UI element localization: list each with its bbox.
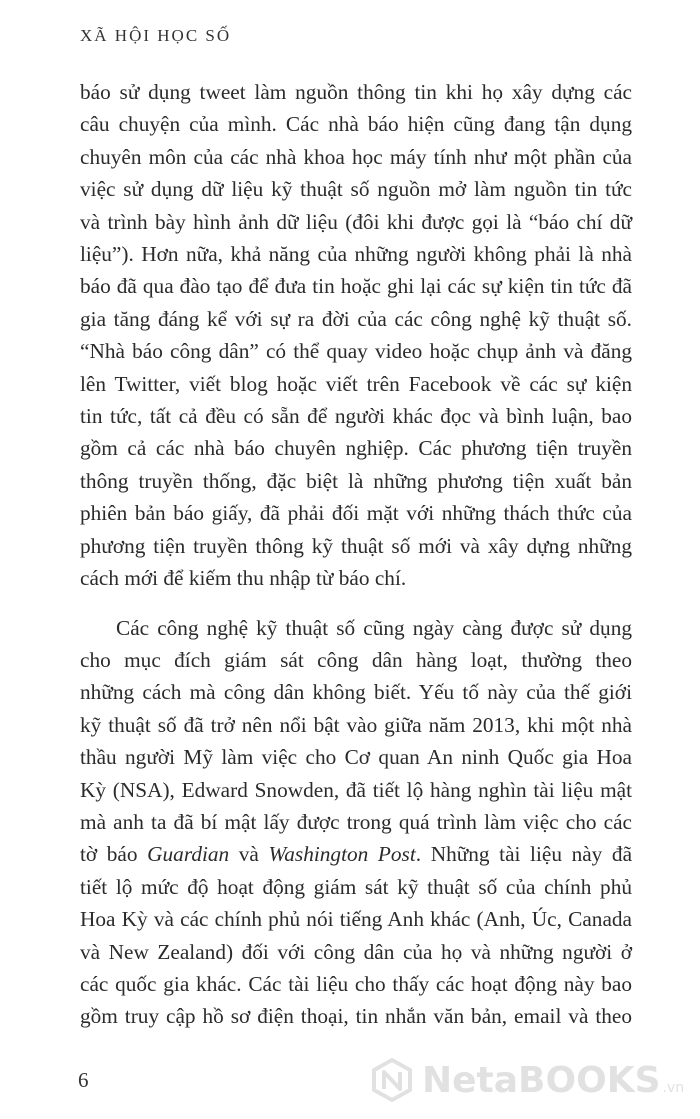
text-line: cho mục đích giám sát công dân hàng loạt, thường theo: [80, 647, 632, 672]
text-line: thầu người Mỹ làm việc cho Cơ quan An ninh Quốc gia Hoa: [80, 745, 632, 770]
text-line: Hoa Kỳ và các chính phủ nói tiếng Anh khác (Anh, Úc, Canada: [80, 907, 632, 932]
text-line: gồm truy cập hồ sơ điện thoại, tin nhắn văn bản, email và theo: [80, 1004, 632, 1029]
text-line: liệu”). Hơn nữa, khả năng của những người không phải là nhà: [80, 242, 632, 267]
text-line: gia tăng đáng kể với sự ra đời của các công nghệ kỹ thuật số.: [80, 306, 632, 331]
text-line: Kỳ (NSA), Edward Snowden, đã tiết lộ hàng nghìn tài liệu mật: [80, 777, 632, 802]
text-line: mà anh ta đã bí mật lấy được trong quá trình làm việc cho các: [80, 809, 632, 834]
text-line: việc sử dụng dữ liệu kỹ thuật số nguồn mở làm nguồn tin tức: [80, 177, 632, 202]
text-fragment: và: [229, 842, 269, 867]
text-line: và trình bày hình ảnh dữ liệu (đôi khi được gọi là “báo chí dữ: [80, 209, 632, 234]
text-line: câu chuyện của mình. Các nhà báo hiện cũng đang tận dụng: [80, 112, 632, 137]
text-line: lên Twitter, viết blog hoặc viết trên Facebook về các sự kiện: [80, 371, 632, 396]
text-line: “Nhà báo công dân” có thể quay video hoặc chụp ảnh và đăng: [80, 339, 632, 364]
text-line: phiên bản báo giấy, đã phải đối mặt với những thách thức của: [80, 501, 632, 526]
text-line: chuyên môn của các nhà khoa học máy tính như một phần của: [80, 144, 632, 169]
paragraph-gap: [80, 595, 632, 612]
watermark-tld: .vn: [662, 1080, 685, 1096]
text-line: thông truyền thống, đặc biệt là những phương tiện xuất bản: [80, 468, 632, 493]
netabooks-logo-icon: [370, 1058, 414, 1102]
body-text: [80, 76, 632, 1033]
text-line: báo sử dụng tweet làm nguồn thông tin khi họ xây dựng các: [80, 80, 632, 104]
text-line: và New Zealand) đối với công dân của họ và những người ở: [80, 939, 632, 964]
page-number: 6: [78, 1068, 89, 1092]
text-line: các quốc gia khác. Các tài liệu cho thấy các hoạt động này bao: [80, 971, 632, 996]
text-line: những cách mà công dân không biết. Yếu tố này của thế giới: [80, 680, 632, 705]
text-line: cách mới để kiếm thu nhập từ báo chí.: [80, 566, 407, 591]
text-line: tin tức, tất cả đều có sẵn để người khác đọc và bình luận, bao: [80, 404, 632, 429]
running-header: XÃ HỘI HỌC SỐ: [80, 26, 232, 45]
text-line: tiết lộ mức độ hoạt động giám sát kỹ thuật số của chính phủ: [80, 874, 632, 899]
text-line-italic: [80, 838, 632, 870]
text-line: Các công nghệ kỹ thuật số cũng ngày càng được sử dụng: [116, 615, 632, 640]
publication-name-guardian: Guardian: [147, 842, 230, 867]
text-fragment: tờ báo: [80, 842, 148, 867]
text-line: kỹ thuật số đã trở nên nổi bật vào giữa năm 2013, khi một nhà: [80, 712, 632, 737]
text-line: gồm cả các nhà báo chuyên nghiệp. Các phương tiện truyền: [80, 436, 632, 461]
text-line: phương tiện truyền thông kỹ thuật số mới và xây dựng những: [80, 533, 632, 558]
watermark: [370, 1055, 684, 1105]
text-fragment: . Những tài liệu này đã: [415, 842, 633, 867]
publication-name-washington-post: Washington Post: [268, 842, 416, 867]
watermark-brand: NetaBOOKS: [422, 1059, 661, 1101]
text-line: báo đã qua đào tạo để đưa tin hoặc ghi lại các sự kiện tin tức đã: [80, 274, 632, 299]
